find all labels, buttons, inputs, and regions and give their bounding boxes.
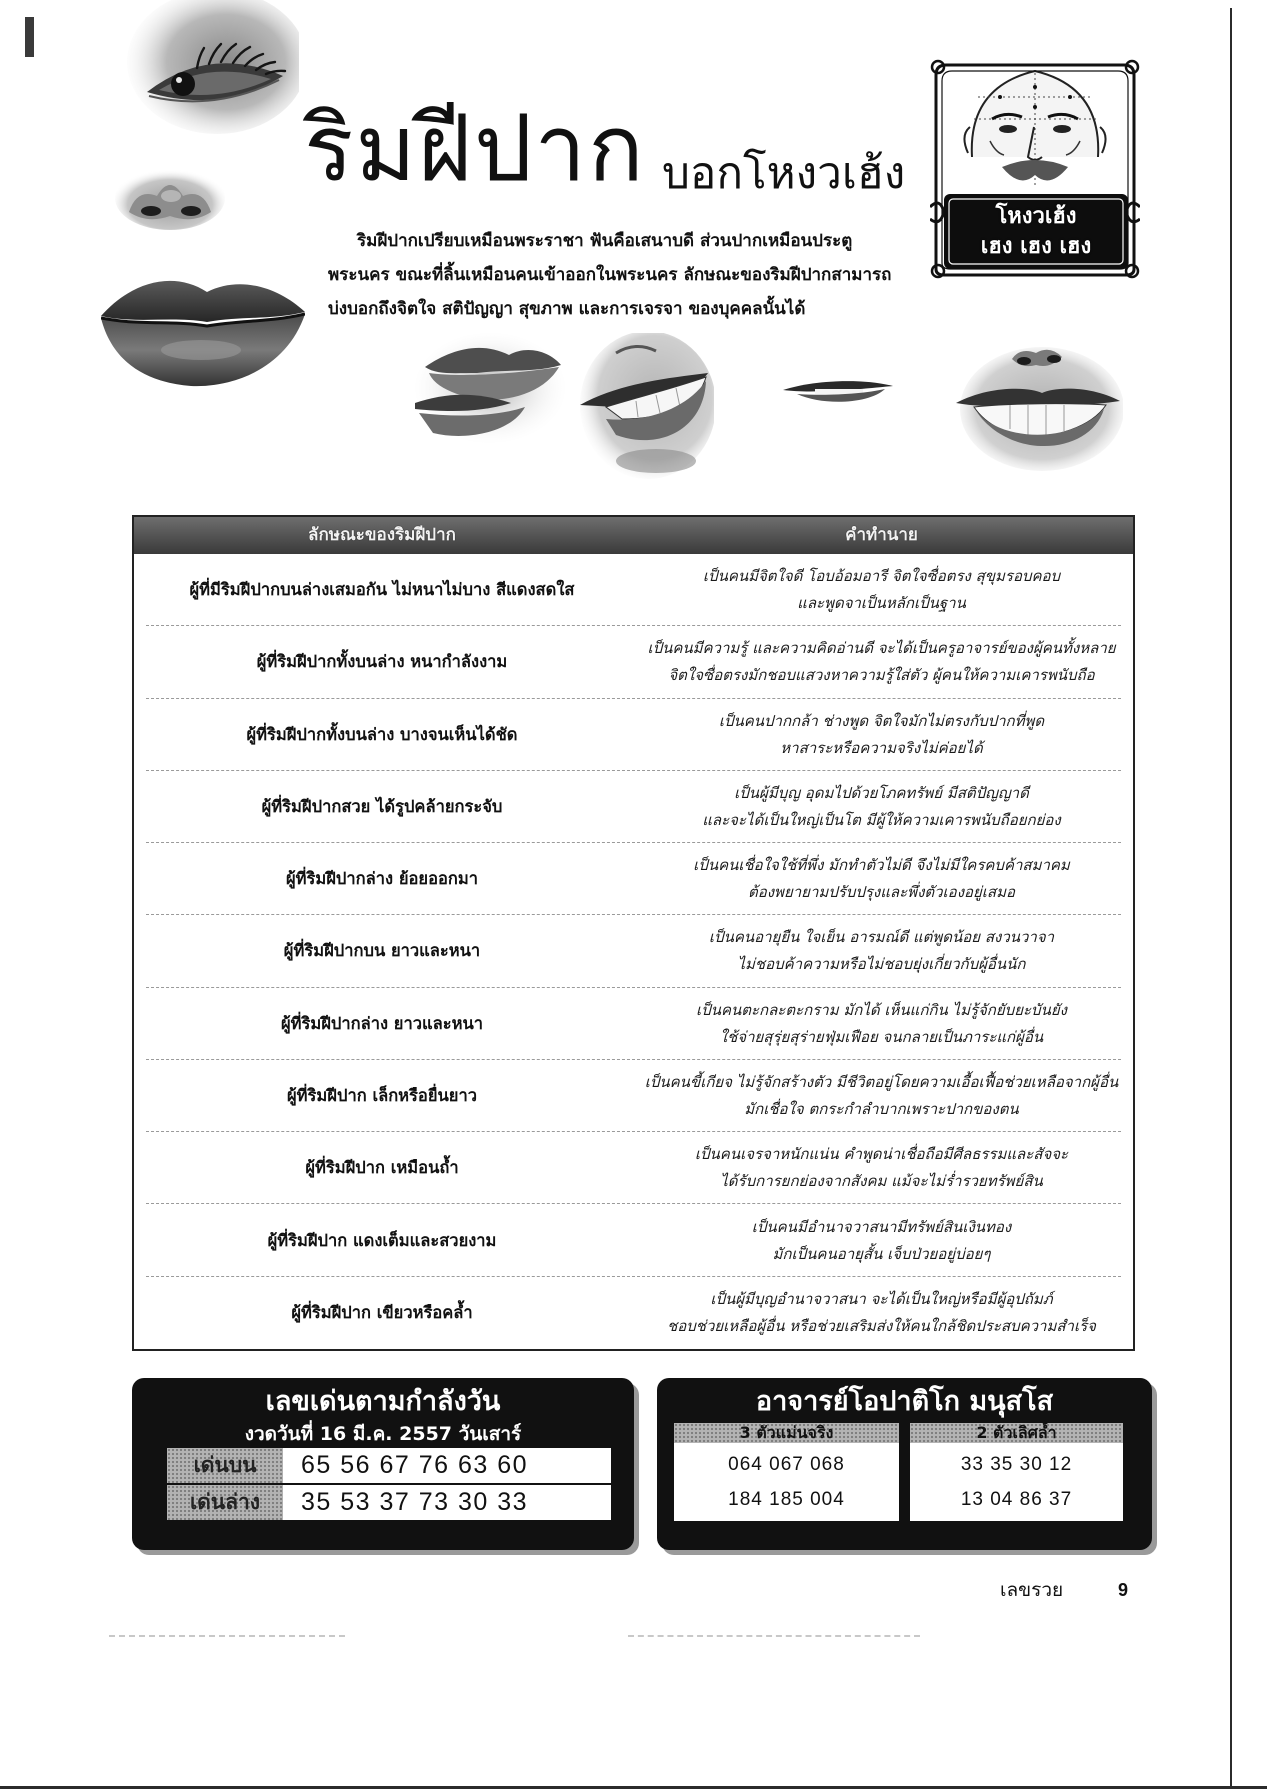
prediction-line: และพูดจาเป็นหลักเป็นฐาน xyxy=(797,594,966,613)
table-header xyxy=(134,517,1133,554)
page-edge-bottom xyxy=(0,1786,1267,1789)
master-numbers-box xyxy=(657,1378,1152,1550)
prediction-line: เป็นคนเจรจาหนักแน่น คำพูดน่าเชื่อถือมีศีลธรรมและสัจจะ xyxy=(694,1145,1069,1164)
master-number-line: 184 185 004 xyxy=(728,1489,845,1510)
lucky-row xyxy=(167,1448,611,1483)
table-row xyxy=(134,1204,1133,1276)
trait-cell: ผู้ที่ริมฝีปากล่าง ย้อยออกมา xyxy=(285,869,479,889)
prediction-cell xyxy=(630,554,1133,626)
lucky-row xyxy=(167,1483,611,1520)
mouth-photo-2 xyxy=(576,333,714,483)
table-row xyxy=(134,1277,1133,1349)
prediction-line: ต้องพยายามปรับปรุงและพึ่งตัวเองอยู่เสมอ xyxy=(747,883,1015,902)
lucky-row-numbers: 35 53 37 73 30 33 xyxy=(301,1488,529,1516)
master-number-line: 33 35 30 12 xyxy=(960,1454,1073,1475)
prediction-cell xyxy=(630,771,1133,843)
table-row xyxy=(134,843,1133,915)
prediction-line: เป็นคนตะกละตะกราม มักได้ เห็นแก่กิน ไม่รู้จักยับยะบันยัง xyxy=(696,1000,1067,1019)
table-row xyxy=(134,771,1133,843)
master-number-line: 13 04 86 37 xyxy=(960,1489,1073,1510)
prediction-cell xyxy=(630,1204,1133,1276)
nose-photo xyxy=(115,160,225,230)
lucky-numbers-title: เลขเด่นตามกำลังวัน xyxy=(265,1386,501,1417)
trait-cell: ผู้ที่มีริมฝีปากบนล่างเสมอกัน ไม่หนาไม่บาง สีแดงสดใส xyxy=(189,580,575,600)
master-column-values xyxy=(910,1443,1123,1521)
lucky-row-numbers: 65 56 67 76 63 60 xyxy=(301,1451,529,1479)
table-row xyxy=(134,988,1133,1060)
prediction-cell xyxy=(630,699,1133,771)
master-numbers-title: อาจารย์โอปาติโก มนุสโส xyxy=(755,1386,1054,1417)
prediction-line: ใช้จ่ายสุรุ่ยสุร่ายฟุ่มเฟือย จนกลายเป็นภาระแก่ผู้อื่น xyxy=(719,1027,1044,1046)
prediction-line: หาสาระหรือความจริงไม่ค่อยได้ xyxy=(780,738,983,757)
trait-cell: ผู้ที่ริมฝีปาก เขียวหรือคล้ำ xyxy=(291,1302,473,1322)
table-body xyxy=(134,554,1133,1349)
master-numbers-column xyxy=(910,1423,1123,1521)
trait-cell: ผู้ที่ริมฝีปากล่าง ยาวและหนา xyxy=(280,1013,484,1033)
lucky-row-label: เด่นล่าง xyxy=(167,1485,283,1520)
prediction-cell xyxy=(630,626,1133,698)
column-header-trait: ลักษณะของริมฝีปาก xyxy=(308,525,456,545)
trait-cell: ผู้ที่ริมฝีปาก แดงเต็มและสวยงาม xyxy=(267,1230,497,1250)
prediction-line: เป็นคนมีอำนาจวาสนามีทรัพย์สินเงินทอง xyxy=(751,1217,1012,1236)
intro-line: บ่งบอกถึงจิตใจ สติปัญญา สุขภาพ และการเจรจา ของบุคคลนั้นได้ xyxy=(328,299,806,319)
prediction-line: ได้รับการยกย่องจากสังคม แม้จะไม่ร่ำรวยทรัพย์สิน xyxy=(720,1172,1043,1191)
badge-line-1: โหงวเฮ้ง xyxy=(995,203,1077,229)
mouth-photo-3 xyxy=(783,374,893,409)
badge-label xyxy=(944,194,1128,269)
lucky-row-label: เด่นบน xyxy=(167,1448,283,1483)
master-column-header: 3 ตัวแม่นจริง xyxy=(674,1423,899,1443)
trait-cell: ผู้ที่ริมฝีปากสวย ได้รูปคล้ายกระจับ xyxy=(261,796,503,816)
lucky-numbers-box xyxy=(132,1378,634,1550)
prediction-line: มักเชื่อใจ ตกระกำลำบากเพราะปากของตน xyxy=(744,1099,1019,1118)
table-row xyxy=(134,1060,1133,1132)
eye-photo xyxy=(109,0,299,138)
master-numbers-column xyxy=(674,1423,899,1521)
trait-cell: ผู้ที่ริมฝีปากทั้งบนล่าง หนากำลังงาม xyxy=(256,652,508,672)
master-column-values xyxy=(674,1443,899,1521)
mouth-photo-4 xyxy=(950,345,1123,472)
draw-date: งวดวันที่ 16 มี.ค. 2557 วันเสาร์ xyxy=(244,1423,522,1445)
intro-paragraph xyxy=(328,224,928,326)
prediction-line: เป็นคนเชื่อใจใช้ที่พึ่ง มักทำตัวไม่ดี จึงไม่มีใครคบค้าสมาคม xyxy=(693,856,1070,875)
page-subtitle: บอกโหงวเฮ้ง xyxy=(662,148,906,199)
master-number-line: 064 067 068 xyxy=(728,1454,845,1475)
prediction-line: เป็นผู้มีบุญอำนาจวาสนา จะได้เป็นใหญ่หรือมีผู้อุปถัมภ์ xyxy=(710,1289,1053,1308)
prediction-line: เป็นคนปากกล้า ช่างพูด จิตใจมักไม่ตรงกับปากที่พูด xyxy=(718,711,1045,730)
mouth-photo-1 xyxy=(415,333,565,448)
intro-line: พระนคร ขณะที่ลิ้นเหมือนคนเข้าออกในพระนคร ลักษณะของริมฝีปากสามารถ xyxy=(328,265,892,285)
prediction-cell xyxy=(630,1060,1133,1132)
master-column-header: 2 ตัวเลิศล้ำ xyxy=(910,1423,1123,1443)
scan-dash-line xyxy=(109,1635,345,1637)
lips-photo-large xyxy=(101,258,305,391)
prediction-cell xyxy=(630,915,1133,987)
lucky-numbers-table xyxy=(167,1448,611,1520)
column-header-prediction: คำทำนาย xyxy=(845,525,918,545)
prediction-line: เป็นคนมีความรู้ และความคิดอ่านดี จะได้เป็นครูอาจารย์ของผู้คนทั้งหลาย xyxy=(647,639,1116,658)
page-edge-right xyxy=(1230,8,1232,1788)
prediction-line: และจะได้เป็นใหญ่เป็นโต มีผู้ให้ความเคารพนับถือยกย่อง xyxy=(702,810,1061,829)
table-row xyxy=(134,1132,1133,1204)
prediction-line: ไม่ชอบค้าความหรือไม่ชอบยุ่งเกี่ยวกับผู้อื่นนัก xyxy=(737,955,1026,974)
prediction-line: เป็นผู้มีบุญ อุดมไปด้วยโภคทรัพย์ มีสติปัญญาดี xyxy=(734,783,1029,802)
table-row xyxy=(134,915,1133,987)
prediction-line: เป็นคนขี้เกียจ ไม่รู้จักสร้างตัว มีชีวิตอยู่โดยความเอื้อเฟื้อช่วยเหลือจากผู้อื่น xyxy=(644,1072,1119,1091)
scan-mark xyxy=(25,17,34,57)
prediction-cell xyxy=(630,1132,1133,1204)
prediction-cell xyxy=(630,1277,1133,1349)
magazine-name: เลขรวย xyxy=(1000,1579,1064,1601)
prediction-table xyxy=(132,515,1135,1351)
page-number: 9 xyxy=(1118,1580,1129,1600)
scan-dash-line xyxy=(628,1635,920,1637)
trait-cell: ผู้ที่ริมฝีปาก เล็กหรือยื่นยาว xyxy=(287,1085,477,1105)
table-row xyxy=(134,554,1133,626)
table-row xyxy=(134,699,1133,771)
prediction-line: เป็นคนอายุยืน ใจเย็น อารมณ์ดี แต่พูดน้อย สงวนวาจา xyxy=(708,928,1055,947)
page-title: ริมฝีปาก xyxy=(304,95,646,202)
intro-line: ริมฝีปากเปรียบเหมือนพระราชา ฟันคือเสนาบดี ส่วนปากเหมือนประตู xyxy=(357,231,853,251)
badge-line-2: เฮง เฮง เฮง xyxy=(980,233,1092,259)
prediction-line: เป็นคนมีจิตใจดี โอบอ้อมอารี จิตใจซื่อตรง สุขุมรอบคอบ xyxy=(702,567,1061,586)
trait-cell: ผู้ที่ริมฝีปากทั้งบนล่าง บางจนเห็นได้ชัด xyxy=(246,724,518,744)
trait-cell: ผู้ที่ริมฝีปากบน ยาวและหนา xyxy=(283,941,481,961)
prediction-cell xyxy=(630,843,1133,915)
ngow-heng-badge xyxy=(930,57,1140,279)
trait-cell: ผู้ที่ริมฝีปาก เหมือนถ้ำ xyxy=(305,1158,459,1178)
prediction-line: ชอบช่วยเหลือผู้อื่น หรือช่วยเสริมส่งให้คนใกล้ชิดประสบความสำเร็จ xyxy=(667,1316,1096,1335)
prediction-line: จิตใจซื่อตรงมักชอบแสวงหาความรู้ใส่ตัว ผู้คนให้ความเคารพนับถือ xyxy=(668,666,1095,685)
table-row xyxy=(134,626,1133,698)
prediction-cell xyxy=(630,988,1133,1060)
prediction-line: มักเป็นคนอายุสั้น เจ็บป่วยอยู่บ่อยๆ xyxy=(772,1244,991,1263)
